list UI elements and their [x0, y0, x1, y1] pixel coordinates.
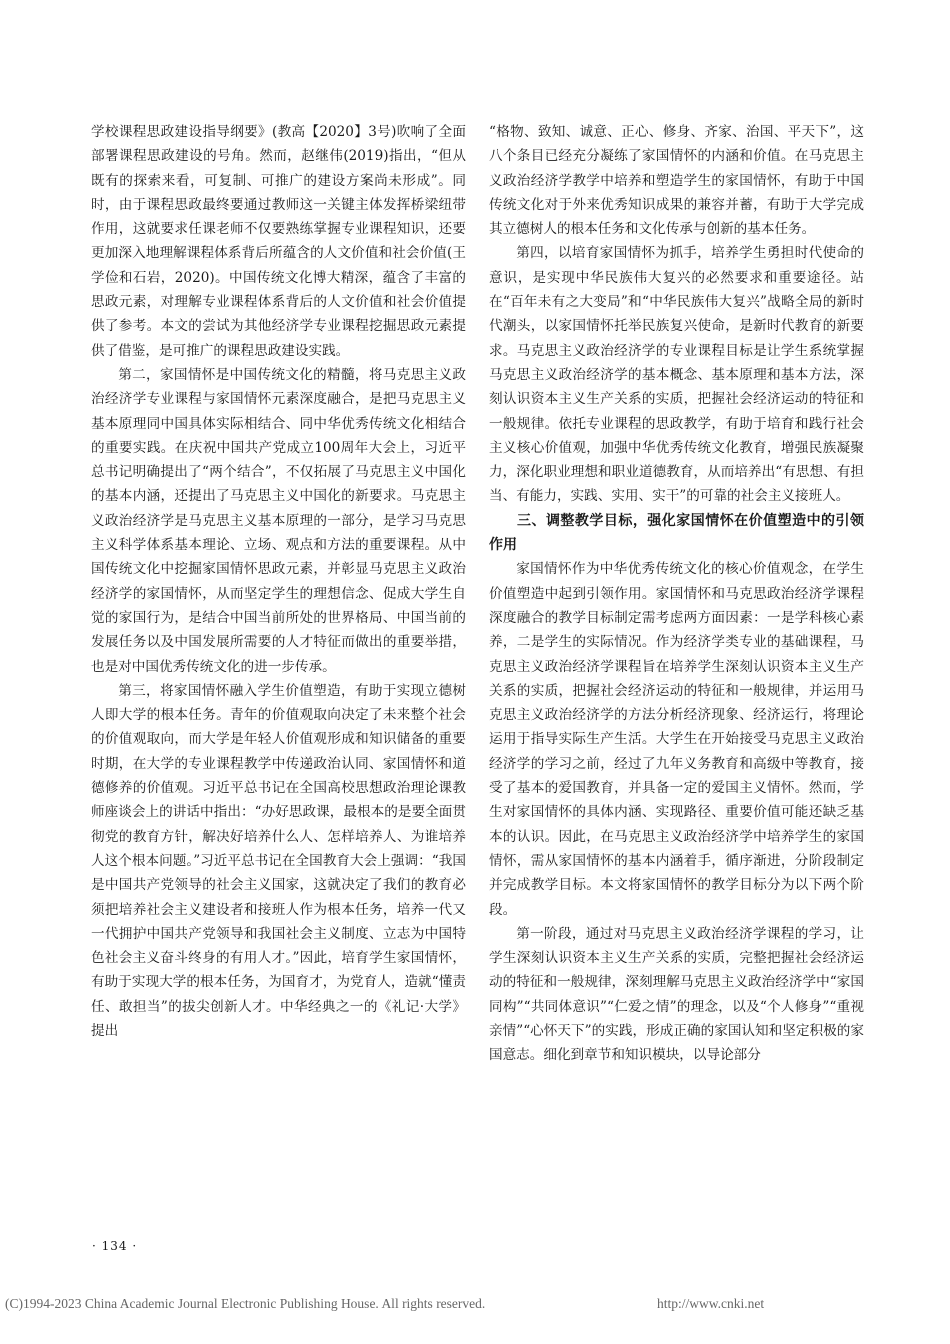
footer-url[interactable]: http://www.cnki.net	[657, 1296, 765, 1311]
right-paragraph-2: 第四，以培育家国情怀为抓手，培养学生勇担时代使命的意识，是实现中华民族伟大复兴的必然要求和重要途径。站在“百年未有之大变局”和“中华民族伟大复兴”战略全局的新时代潮头，以家国情怀托举民族复兴使命，是新时代教育的新要求。马克思主义政治经济学的专业课程目标是让学生系统掌握马克思主义政治经济学的基本概念、基本原理和基本方法，深刻认识资本主义生产关系的实质，把握社会经济运动的特征和一般规律。依托专业课程的思政教学，有助于培育和践行社会主义核心价值观，加强中华优秀传统文化教育，增强民族凝聚力，深化职业理想和职业道德教育，从而培养出“有思想、有担当、有能力，实践、实用、实干”的可靠的社会主义接班人。	[489, 245, 864, 505]
right-paragraph-3: 家国情怀作为中华优秀传统文化的核心价值观念，在学生价值塑造中起到引领作用。家国情怀和马克思政治经济学课程深度融合的教学目标制定需考虑两方面因素：一是学科核心素养，二是学生的实际情况。作为经济学类专业的基础课程，马克思主义政治经济学课程旨在培养学生深刻认识资本主义生产关系的实质，把握社会经济运动的特征和一般规律，并运用马克思主义政治经济学的方法分析经济现象、经济运行，将理论运用于指导实际生产生活。大学生在开始接受马克思主义政治经济学的学习之前，经过了九年义务教育和高级中等教育，接受了基本的爱国教育，并具备一定的爱国主义情怀。然而，学生对家国情怀的具体内涵、实现路径、重要价值可能还缺乏基本的认识。因此，在马克思主义政治经济学中培养学生的家国情怀，需从家国情怀的基本内涵着手，循序渐进，分阶段制定并完成教学目标。本文将家国情怀的教学目标分为以下两个阶段。	[489, 561, 864, 918]
left-column	[91, 120, 466, 1043]
left-paragraph-1: 学校课程思政建设指导纲要》(教高【2020】3号)吹响了全面部署课程思政建设的号角。然而，赵继伟(2019)指出，“但从既有的探索来看，可复制、可推广的建设方案尚未形成”。同时，由于课程思政最终要通过教师这一关键主体发挥桥梁纽带作用，这就要求任课老师不仅要熟练掌握专业课程知识，还要更加深入地理解课程体系背后所蕴含的人文价值和社会价值(王学俭和石岩，2020)。中国传统文化博大精深，蕴含了丰富的思政元素，对理解专业课程体系背后的人文价值和社会价值提供了参考。本文的尝试为其他经济学专业课程挖掘思政元素提供了借鉴，是可推广的课程思政建设实践。	[91, 124, 466, 359]
right-paragraph-1: “格物、致知、诚意、正心、修身、齐家、治国、平天下”，这八个条目已经充分凝练了家国情怀的内涵和价值。在马克思主义政治经济学教学中培养和塑造学生的家国情怀，有助于中国传统文化对于外来优秀知识成果的兼容并蓄，有助于大学完成其立德树人的根本任务和文化传承与创新的基本任务。	[489, 124, 864, 238]
right-paragraph-4: 第一阶段，通过对马克思主义政治经济学课程的学习，让学生深刻认识资本主义生产关系的实质，完整把握社会经济运动的特征和一般规律，深刻理解马克思主义政治经济学中“家国同构”“共同体意识”“仁爱之情”的理念，以及“个人修身”“重视亲情”“心怀天下”的实践，形成正确的家国认知和坚定积极的家国意志。细化到章节和知识模块，以导论部分	[489, 925, 864, 1064]
section-heading: 三、调整教学目标，强化家国情怀在价值塑造中的引领作用	[489, 512, 864, 554]
left-paragraph-2: 第二，家国情怀是中国传统文化的精髓，将马克思主义政治经济学专业课程与家国情怀元素深度融合，是把马克思主义基本原理同中国具体实际相结合、同中华优秀传统文化相结合的重要实践。在庆祝中国共产党成立100周年大会上，习近平总书记明确提出了“两个结合”，不仅拓展了马克思主义中国化的基本内涵，还提出了马克思主义中国化的新要求。马克思主义政治经济学是马克思主义基本原理的一部分，是学习马克思主义科学体系基本理论、立场、观点和方法的重要课程。从中国传统文化中挖掘家国情怀思政元素，并彰显马克思主义政治经济学的家国情怀，从而坚定学生的理想信念、促成大学生自觉的家国行为，是结合中国当前所处的世界格局、中国当前的发展任务以及中国发展所需要的人才特征而做出的重要举措，也是对中国优秀传统文化的进一步传承。	[91, 366, 466, 675]
left-paragraph-3: 第三，将家国情怀融入学生价值塑造，有助于实现立德树人即大学的根本任务。青年的价值观取向决定了未来整个社会的价值观取向，而大学是年轻人价值观形成和知识储备的重要时期，在大学的专业课程教学中传递政治认同、家国情怀和道德修养的价值观。习近平总书记在全国高校思想政治理论课教师座谈会上的讲话中指出：“办好思政课，最根本的是要全面贯彻党的教育方针，解决好培养什么人、怎样培养人、为谁培养人这个根本问题。”习近平总书记在全国教育大会上强调：“我国是中国共产党领导的社会主义国家，这就决定了我们的教育必须把培养社会主义建设者和接班人作为根本任务，培养一代又一代拥护中国共产党领导和我国社会主义制度、立志为中国特色社会主义奋斗终身的有用人才。”因此，培育学生家国情怀，有助于实现大学的根本任务，为国育才，为党育人，造就“懂责任、敢担当”的拔尖创新人才。中华经典之一的《礼记·大学》提出	[91, 682, 466, 1039]
right-column	[489, 120, 864, 1068]
copyright-notice: (C)1994-2023 China Academic Journal Electronic Publishing House. All rights reserved.	[5, 1296, 486, 1311]
page-number: · 134 ·	[92, 1239, 138, 1253]
